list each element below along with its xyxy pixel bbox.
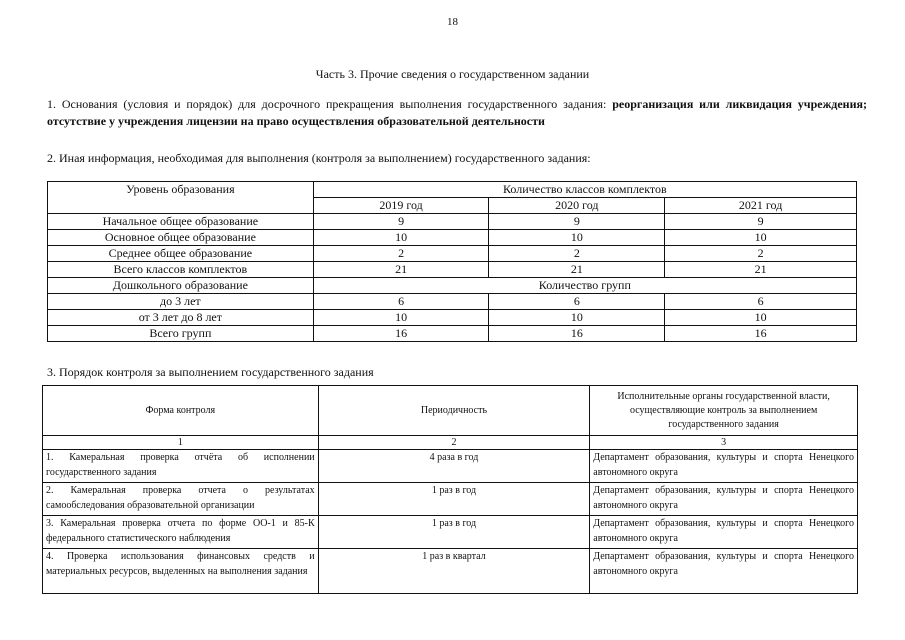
control-form: 1. Камеральная проверка отчёта об исполнении государственного задания [43, 450, 319, 483]
cell-value: 16 [665, 326, 857, 342]
preschool-label: Дошкольного образование [48, 278, 314, 294]
row-label: до 3 лет [48, 294, 314, 310]
cell-value: 6 [313, 294, 489, 310]
level-header: Уровень образования [48, 182, 314, 214]
cell-value: 2 [313, 246, 489, 262]
section-3-title: 3. Порядок контроля за выполнением государственного задания [47, 365, 374, 379]
table-row [48, 294, 857, 310]
header-period: Периодичность [318, 386, 590, 436]
control-form: 4. Проверка использования финансовых средств и материальных ресурсов, выделенных на выполнения задания [43, 549, 319, 594]
cell-value: 2 [489, 246, 665, 262]
cell-value: 10 [489, 230, 665, 246]
control-form: 3. Камеральная проверка отчета по форме ОО-1 и 85-К федерального статистического наблюдения [43, 516, 319, 549]
year-header: 2019 год [313, 198, 489, 214]
cell-value: 9 [489, 214, 665, 230]
table-row [48, 310, 857, 326]
row-label: Среднее общее образование [48, 246, 314, 262]
table-row [43, 516, 858, 549]
row-label: от 3 лет до 8 лет [48, 310, 314, 326]
cell-value: 6 [489, 294, 665, 310]
table-row [43, 450, 858, 483]
header-body: Исполнительные органы государственной власти, осуществляющие контроль за выполнением государственного задания [590, 386, 858, 436]
table-row [48, 262, 857, 278]
control-body: Департамент образования, культуры и спорта Ненецкого автономного округа [590, 549, 858, 594]
cell-value: 10 [489, 310, 665, 326]
year-header: 2020 год [489, 198, 665, 214]
control-body: Департамент образования, культуры и спорта Ненецкого автономного округа [590, 483, 858, 516]
groups-header: Количество групп [313, 278, 856, 294]
cell-value: 9 [665, 214, 857, 230]
table-row [43, 483, 858, 516]
row-label: Начальное общее образование [48, 214, 314, 230]
cell-value: 10 [313, 310, 489, 326]
table-row [48, 214, 857, 230]
control-period: 1 раз в год [318, 483, 590, 516]
cell-value: 10 [313, 230, 489, 246]
cell-value: 6 [665, 294, 857, 310]
column-number: 3 [590, 436, 858, 450]
cell-value: 21 [489, 262, 665, 278]
column-number: 1 [43, 436, 319, 450]
section-1-paragraph [47, 96, 867, 130]
control-period: 1 раз в квартал [318, 549, 590, 594]
cell-value: 21 [313, 262, 489, 278]
section-2-title: 2. Иная информация, необходимая для выполнения (контроля за выполнением) государственного задания: [47, 151, 591, 165]
section-1-prefix: 1. Основания (условия и порядок) для досрочного прекращения выполнения государственного задания: [47, 97, 613, 111]
section-1-bold-text: реорганизация или ликвидация учреждения; отсутствие у учреждения лицензии на право осуществления образовательной деятельности [47, 97, 867, 128]
control-period: 4 раза в год [318, 450, 590, 483]
table-row [48, 230, 857, 246]
part-title: Часть 3. Прочие сведения о государственном задании [315, 67, 590, 81]
year-header: 2021 год [665, 198, 857, 214]
classes-header: Количество классов комплектов [313, 182, 856, 198]
cell-value: 16 [489, 326, 665, 342]
control-form: 2. Камеральная проверка отчета о результатах самообследования образовательной организации [43, 483, 319, 516]
cell-value: 9 [313, 214, 489, 230]
row-label: Всего групп [48, 326, 314, 342]
cell-value: 21 [665, 262, 857, 278]
control-body: Департамент образования, культуры и спорта Ненецкого автономного округа [590, 516, 858, 549]
header-form: Форма контроля [43, 386, 319, 436]
classes-table [47, 181, 857, 342]
control-period: 1 раз в год [318, 516, 590, 549]
cell-value: 10 [665, 230, 857, 246]
control-body: Департамент образования, культуры и спорта Ненецкого автономного округа [590, 450, 858, 483]
control-table [42, 385, 858, 594]
row-label: Основное общее образование [48, 230, 314, 246]
row-label: Всего классов комплектов [48, 262, 314, 278]
page-number: 18 [447, 16, 458, 28]
table-row [48, 246, 857, 262]
cell-value: 10 [665, 310, 857, 326]
table-row [48, 326, 857, 342]
column-number: 2 [318, 436, 590, 450]
cell-value: 16 [313, 326, 489, 342]
cell-value: 2 [665, 246, 857, 262]
table-row [43, 549, 858, 594]
